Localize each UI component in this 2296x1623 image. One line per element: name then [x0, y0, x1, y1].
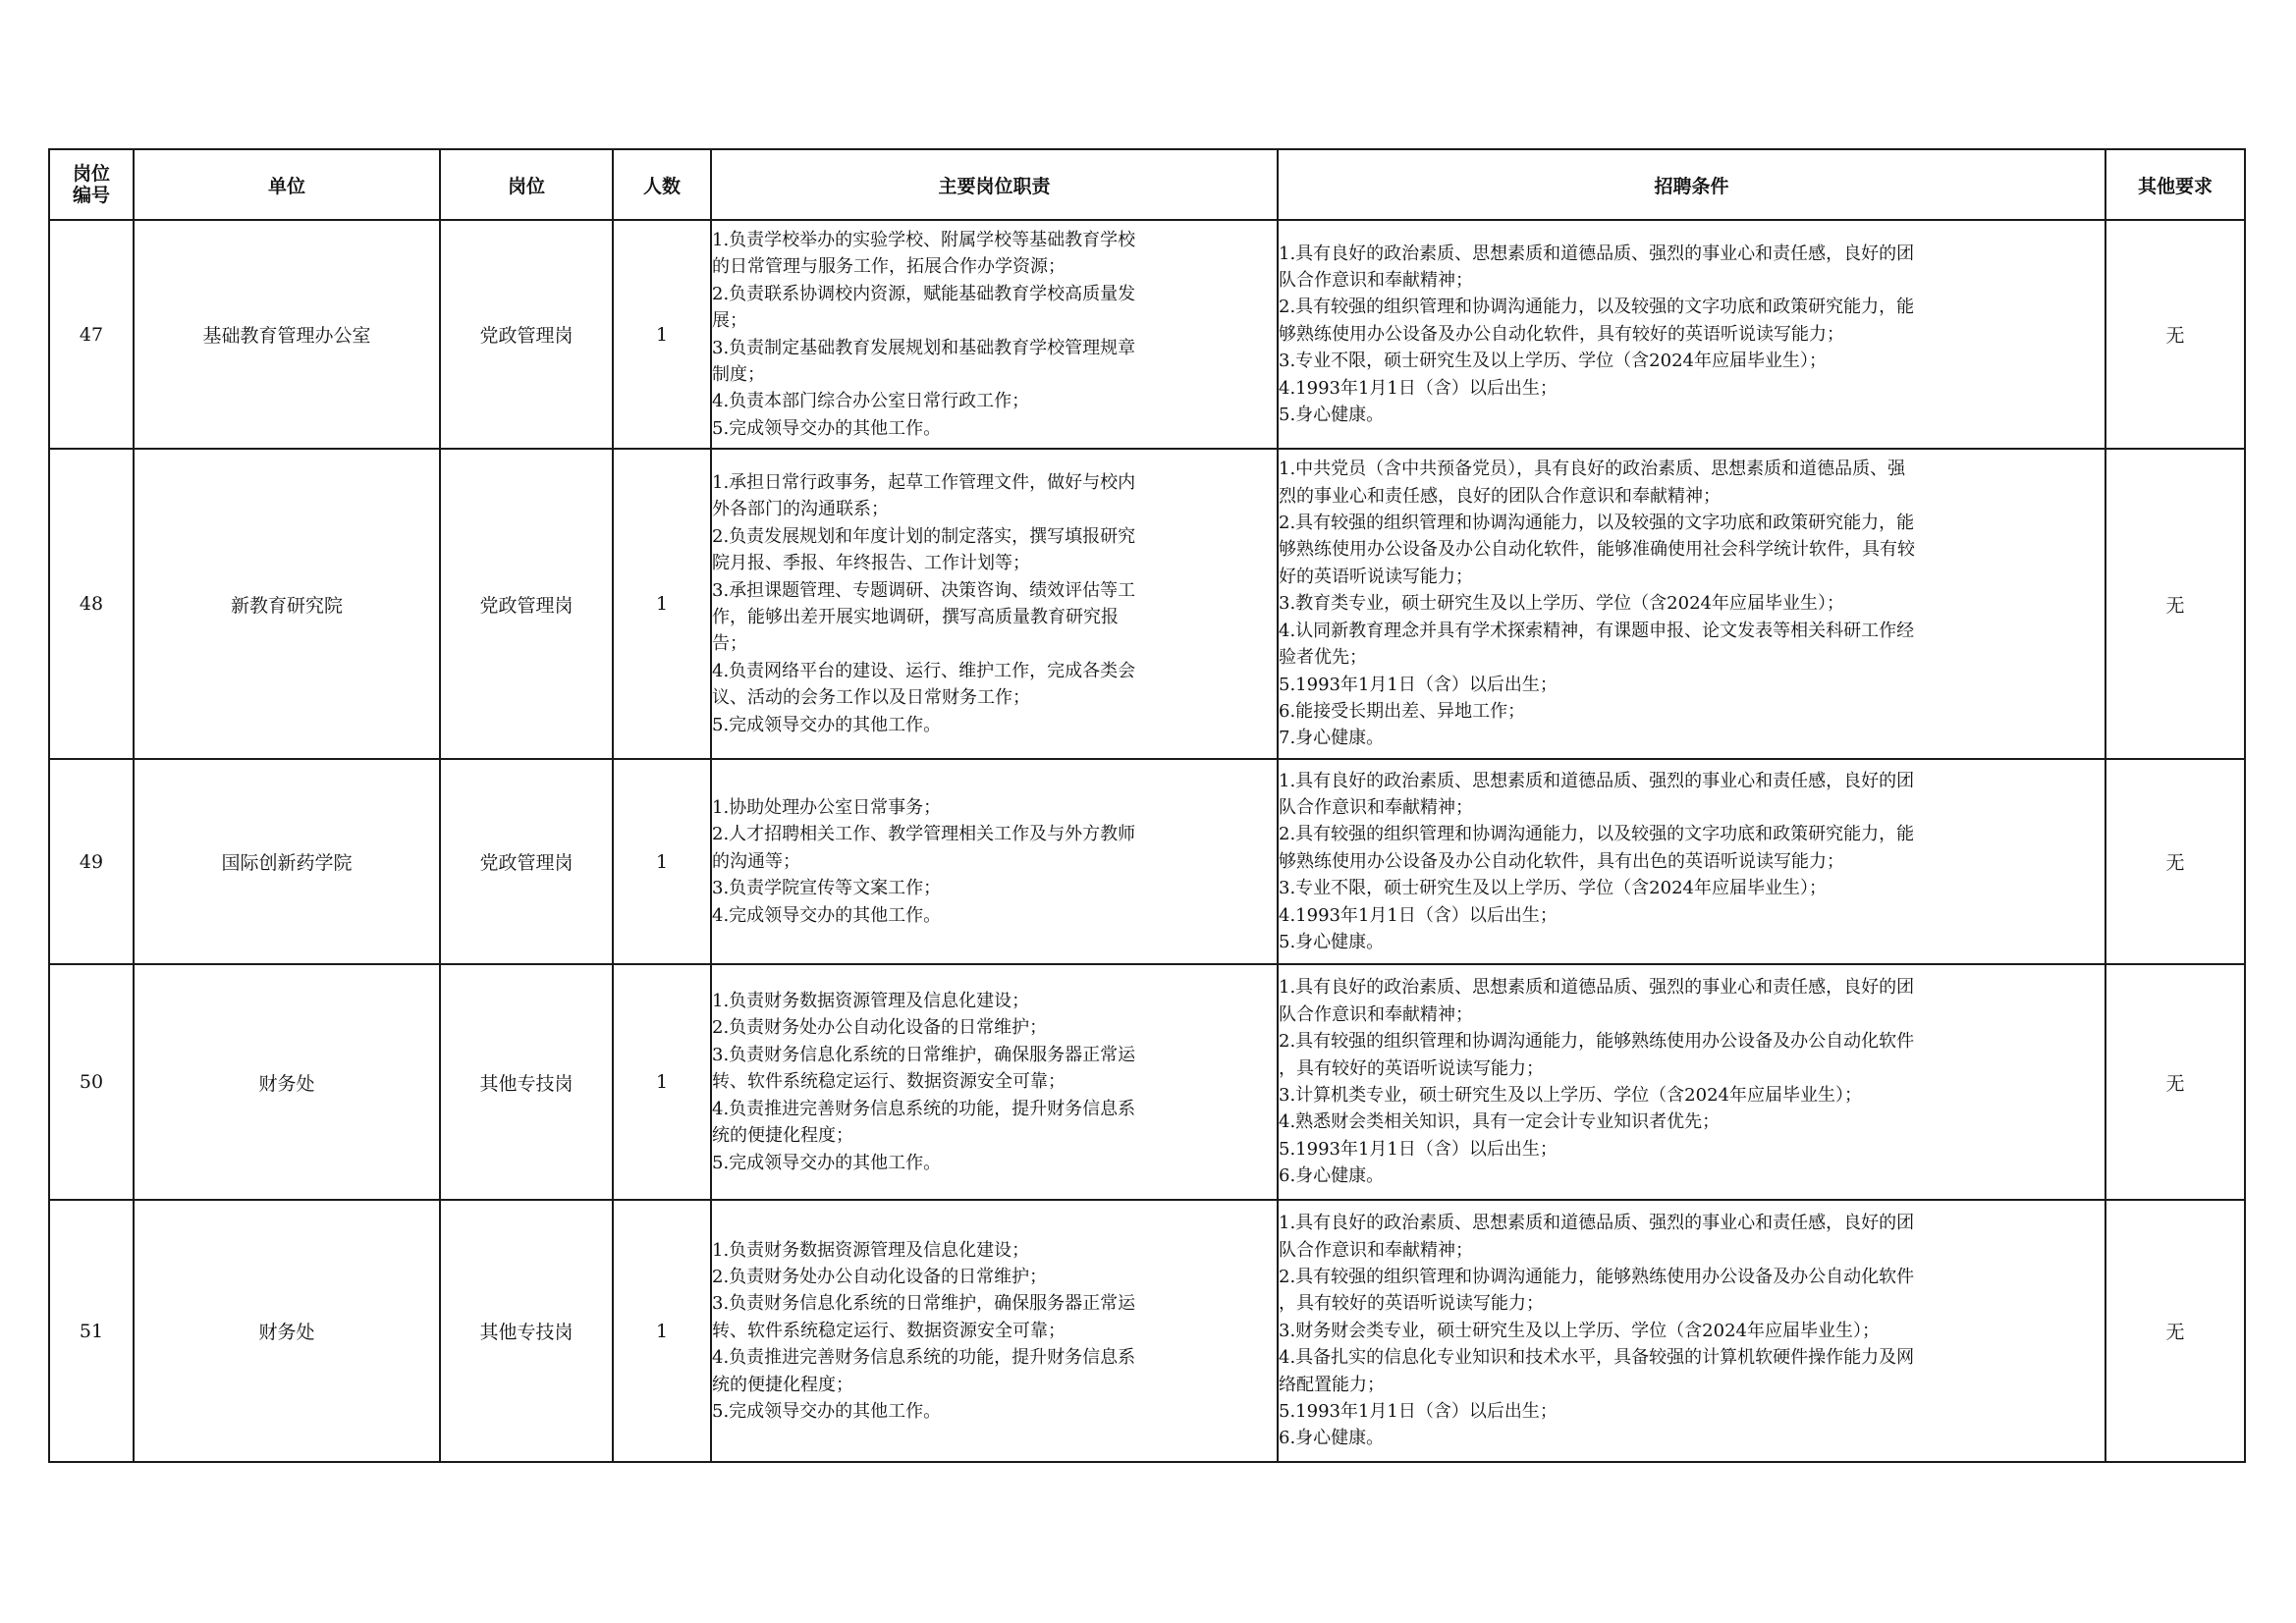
text-line: 3.计算机类专业，硕士研究生及以上学历、学位（含2024年应届毕业生）； — [1279, 1085, 1862, 1106]
text-line: 6.能接受长期出差、异地工作； — [1279, 700, 1526, 722]
text-line: 4.认同新教育理念并具有学术探索精神，有课题申报、论文发表等相关科研工作经 — [1279, 620, 1915, 641]
text-line: 2.具有较强的组织管理和协调沟通能力，以及较强的文字功底和政策研究能力，能 — [1279, 824, 1915, 845]
cell-position: 其他专技岗 — [440, 1200, 613, 1462]
text-line: 的沟通等； — [712, 850, 800, 872]
cell-id: 50 — [49, 964, 134, 1200]
cell-unit: 财务处 — [134, 964, 440, 1200]
text-line: 2.负责财务处办公自动化设备的日常维护； — [712, 1017, 1048, 1039]
cell-other: 无 — [2105, 220, 2245, 449]
text-line: 转、软件系统稳定运行、数据资源安全可靠； — [712, 1320, 1066, 1341]
text-line: 够熟练使用办公设备及办公自动化软件，具有较好的英语听说读写能力； — [1279, 323, 1844, 345]
text-line: 告； — [712, 633, 747, 655]
text-line: 院月报、季报、年终报告、工作计划等； — [712, 553, 1030, 574]
text-line: 2.负责财务处办公自动化设备的日常维护； — [712, 1266, 1048, 1287]
table-row — [49, 964, 2245, 1200]
text-line: 2.负责联系协调校内资源，赋能基础教育学校高质量发 — [712, 283, 1136, 304]
cell-duties — [711, 759, 1278, 964]
text-line: 4.负责推进完善财务信息系统的功能，提升财务信息系 — [712, 1347, 1136, 1369]
text-line: 作，能够出差开展实地调研，撰写高质量教育研究报 — [712, 607, 1119, 627]
table-row — [49, 220, 2245, 449]
cell-other: 无 — [2105, 964, 2245, 1200]
cell-conditions — [1278, 220, 2105, 449]
text-line: 1.具有良好的政治素质、思想素质和道德品质、强烈的事业心和责任感，良好的团 — [1279, 977, 1915, 999]
text-line: 5.1993年1月1日（含）以后出生； — [1279, 1401, 1558, 1423]
table-row — [49, 449, 2245, 759]
text-line: 5.完成领导交办的其他工作。 — [712, 1401, 942, 1423]
cell-count: 1 — [613, 220, 711, 449]
text-line: 2.负责发展规划和年度计划的制定落实，撰写填报研究 — [712, 525, 1136, 547]
cell-unit: 新教育研究院 — [134, 449, 440, 759]
text-line: 4.负责网络平台的建设、运行、维护工作，完成各类会 — [712, 660, 1136, 681]
text-line: 2.具有较强的组织管理和协调沟通能力，以及较强的文字功底和政策研究能力，能 — [1279, 513, 1915, 534]
cell-count: 1 — [613, 964, 711, 1200]
text-line: 够熟练使用办公设备及办公自动化软件，具有出色的英语听说读写能力； — [1279, 850, 1844, 872]
text-line: 2.具有较强的组织管理和协调沟通能力，以及较强的文字功底和政策研究能力，能 — [1279, 297, 1915, 318]
cell-other: 无 — [2105, 1200, 2245, 1462]
header-id — [49, 149, 134, 220]
text-line: 烈的事业心和责任感，良好的团队合作意识和奉献精神； — [1279, 485, 1721, 507]
cell-conditions — [1278, 449, 2105, 759]
text-line: 5.完成领导交办的其他工作。 — [712, 1152, 942, 1173]
text-line: 4.负责本部门综合办公室日常行政工作； — [712, 391, 1030, 412]
text-line: 2.具有较强的组织管理和协调沟通能力，能够熟练使用办公设备及办公自动化软件 — [1279, 1031, 1915, 1053]
text-line: 1.承担日常行政事务，起草工作管理文件，做好与校内 — [712, 471, 1136, 493]
cell-count: 1 — [613, 759, 711, 964]
cell-count: 1 — [613, 449, 711, 759]
text-line: 3.专业不限，硕士研究生及以上学历、学位（含2024年应届毕业生）； — [1279, 878, 1827, 899]
text-line: ，具有较好的英语听说读写能力； — [1279, 1293, 1544, 1315]
table-header — [49, 149, 2245, 220]
header-other: 其他要求 — [2105, 149, 2245, 220]
cell-count: 1 — [613, 1200, 711, 1462]
cell-position: 党政管理岗 — [440, 449, 613, 759]
text-line: 1.负责财务数据资源管理及信息化建设； — [712, 991, 1030, 1012]
text-line: 络配置能力； — [1279, 1374, 1385, 1395]
text-line: 1.协助处理办公室日常事务； — [712, 796, 942, 818]
header-id-line1: 岗位 — [72, 163, 110, 185]
header-unit: 单位 — [134, 149, 440, 220]
text-line: 外各部门的沟通联系； — [712, 499, 889, 520]
text-line: 4.1993年1月1日（含）以后出生； — [1279, 904, 1558, 926]
text-line: 队合作意识和奉献精神； — [1279, 796, 1473, 818]
text-line: 3.财务财会类专业，硕士研究生及以上学历、学位（含2024年应届毕业生）； — [1279, 1320, 1880, 1341]
cell-unit: 财务处 — [134, 1200, 440, 1462]
header-conditions: 招聘条件 — [1278, 149, 2105, 220]
header-row — [49, 149, 2245, 220]
text-line: 5.完成领导交办的其他工作。 — [712, 714, 942, 735]
text-line: 7.身心健康。 — [1279, 728, 1385, 749]
text-line: 统的便捷化程度； — [712, 1374, 853, 1395]
text-line: 1.具有良好的政治素质、思想素质和道德品质、强烈的事业心和责任感，良好的团 — [1279, 1213, 1915, 1234]
text-line: 5.身心健康。 — [1279, 932, 1385, 953]
cell-duties — [711, 1200, 1278, 1462]
header-id-line2: 编号 — [72, 185, 110, 206]
text-line: 队合作意识和奉献精神； — [1279, 1003, 1473, 1025]
table-row — [49, 1200, 2245, 1462]
job-table — [48, 148, 2246, 1463]
cell-position: 其他专技岗 — [440, 964, 613, 1200]
cell-unit: 国际创新药学院 — [134, 759, 440, 964]
text-line: 3.负责财务信息化系统的日常维护，确保服务器正常运 — [712, 1044, 1136, 1065]
cell-id: 49 — [49, 759, 134, 964]
table-row — [49, 759, 2245, 964]
cell-other: 无 — [2105, 759, 2245, 964]
cell-position: 党政管理岗 — [440, 220, 613, 449]
cell-id: 48 — [49, 449, 134, 759]
text-line: 统的便捷化程度； — [712, 1125, 853, 1147]
text-line: 队合作意识和奉献精神； — [1279, 269, 1473, 291]
text-line: 2.人才招聘相关工作、教学管理相关工作及与外方教师 — [712, 824, 1136, 845]
text-line: 4.熟悉财会类相关知识，具有一定会计专业知识者优先； — [1279, 1111, 1721, 1133]
text-line: 4.负责推进完善财务信息系统的功能，提升财务信息系 — [712, 1098, 1136, 1119]
text-line: 队合作意识和奉献精神； — [1279, 1239, 1473, 1261]
text-line: 4.具备扎实的信息化专业知识和技术水平，具备较强的计算机软硬件操作能力及网 — [1279, 1347, 1915, 1369]
text-line: 3.专业不限，硕士研究生及以上学历、学位（含2024年应届毕业生）； — [1279, 351, 1827, 372]
table-body — [49, 220, 2245, 1462]
text-line: 1.负责学校举办的实验学校、附属学校等基础教育学校 — [712, 229, 1136, 250]
text-line: 1.具有良好的政治素质、思想素质和道德品质、强烈的事业心和责任感，良好的团 — [1279, 243, 1915, 264]
text-line: 6.身心健康。 — [1279, 1165, 1385, 1187]
cell-position: 党政管理岗 — [440, 759, 613, 964]
text-line: 4.完成领导交办的其他工作。 — [712, 904, 942, 926]
cell-conditions — [1278, 1200, 2105, 1462]
text-line: 议、活动的会务工作以及日常财务工作； — [712, 687, 1030, 709]
text-line: 5.身心健康。 — [1279, 405, 1385, 426]
text-line: 展； — [712, 310, 747, 332]
text-line: 2.具有较强的组织管理和协调沟通能力，能够熟练使用办公设备及办公自动化软件 — [1279, 1266, 1915, 1287]
text-line: 3.负责财务信息化系统的日常维护，确保服务器正常运 — [712, 1293, 1136, 1315]
cell-id: 47 — [49, 220, 134, 449]
text-line: 6.身心健康。 — [1279, 1428, 1385, 1449]
cell-duties — [711, 449, 1278, 759]
cell-other: 无 — [2105, 449, 2245, 759]
text-line: 的日常管理与服务工作，拓展合作办学资源； — [712, 256, 1066, 278]
header-count: 人数 — [613, 149, 711, 220]
cell-conditions — [1278, 759, 2105, 964]
text-line: 4.1993年1月1日（含）以后出生； — [1279, 377, 1558, 399]
text-line: 验者优先； — [1279, 647, 1367, 669]
text-line: 3.承担课题管理、专题调研、决策咨询、绩效评估等工 — [712, 579, 1136, 601]
text-line: 3.负责制定基础教育发展规划和基础教育学校管理规章 — [712, 337, 1136, 358]
cell-unit: 基础教育管理办公室 — [134, 220, 440, 449]
cell-duties — [711, 964, 1278, 1200]
text-line: 5.完成领导交办的其他工作。 — [712, 417, 942, 439]
text-line: 1.负责财务数据资源管理及信息化建设； — [712, 1239, 1030, 1261]
text-line: 3.负责学院宣传等文案工作； — [712, 878, 942, 899]
text-line: 1.具有良好的政治素质、思想素质和道德品质、强烈的事业心和责任感，良好的团 — [1279, 770, 1915, 791]
text-line: 好的英语听说读写能力； — [1279, 566, 1473, 587]
text-line: ，具有较好的英语听说读写能力； — [1279, 1057, 1544, 1079]
text-line: 5.1993年1月1日（含）以后出生； — [1279, 674, 1558, 695]
text-line: 够熟练使用办公设备及办公自动化软件，能够准确使用社会科学统计软件，具有较 — [1279, 539, 1915, 561]
text-line: 1.中共党员（含中共预备党员），具有良好的政治素质、思想素质和道德品质、强 — [1279, 459, 1906, 480]
text-line: 3.教育类专业，硕士研究生及以上学历、学位（含2024年应届毕业生）； — [1279, 593, 1844, 615]
header-duties: 主要岗位职责 — [711, 149, 1278, 220]
header-position: 岗位 — [440, 149, 613, 220]
text-line: 转、软件系统稳定运行、数据资源安全可靠； — [712, 1071, 1066, 1093]
cell-duties — [711, 220, 1278, 449]
cell-conditions — [1278, 964, 2105, 1200]
cell-id: 51 — [49, 1200, 134, 1462]
text-line: 5.1993年1月1日（含）以后出生； — [1279, 1138, 1558, 1160]
text-line: 制度； — [712, 363, 765, 385]
